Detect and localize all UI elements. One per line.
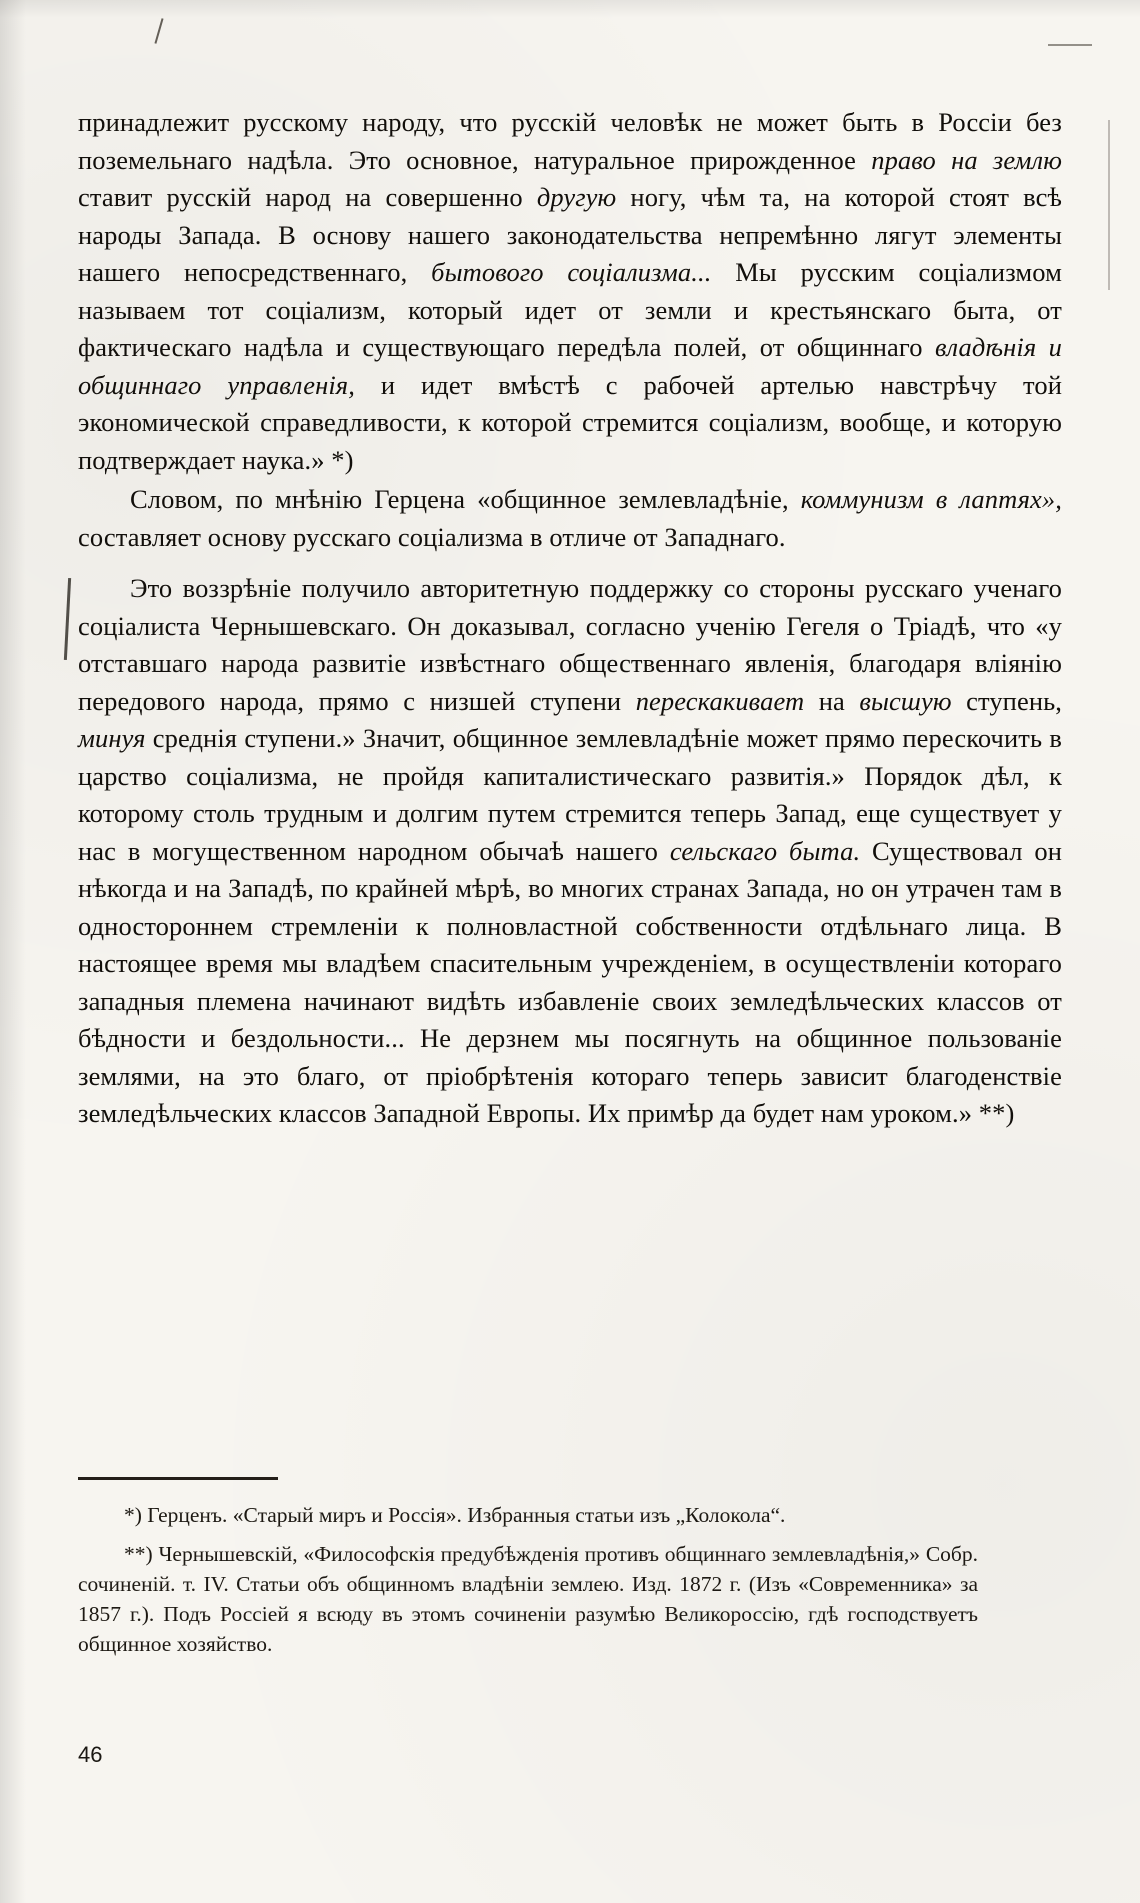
emphasized-text-run: бытового соціализма... bbox=[431, 257, 712, 287]
text-run: Словом, по мнѣнію Герцена «общинное землевладѣніе, bbox=[130, 484, 801, 514]
footnote-2 bbox=[78, 1539, 978, 1659]
footnote-1 bbox=[78, 1500, 978, 1530]
emphasized-text-run: право на землю bbox=[871, 144, 1062, 175]
scan-speck bbox=[980, 1180, 983, 1184]
page-number: 46 bbox=[78, 1742, 103, 1767]
text-run: на bbox=[804, 685, 860, 716]
page-left-shadow bbox=[0, 0, 26, 1903]
emphasized-text-run: другую bbox=[536, 182, 617, 212]
text-run: принадлежит русскому народу, что русскій человѣк не может быть в Россіи без поземельнаго надѣла. Это основное, натуральное прирожденное bbox=[78, 107, 1062, 175]
emphasized-text-run: сельскаго быта. bbox=[669, 835, 861, 866]
paragraph-2 bbox=[78, 481, 1062, 556]
main-text-column bbox=[78, 104, 1062, 1133]
emphasized-text-run: перескакивает bbox=[635, 685, 805, 716]
text-run: среднія ступени.» Значит, общинное землевладѣніе может прямо перескочить в царство соціализма, не пройдя капиталистическаго развитія.» Порядок дѣл, к которому столь трудным и долгим путем стремится теперь Запад, еще существует у нас в могущественном народном обычаѣ нашего bbox=[78, 723, 1062, 866]
footnote-separator-rule bbox=[78, 1477, 278, 1480]
page-right-edge-mark bbox=[1108, 120, 1110, 290]
emphasized-text-run: высшую bbox=[859, 685, 952, 716]
footnotes-block bbox=[78, 1500, 978, 1659]
emphasized-text-run: коммунизм в лаптях», bbox=[800, 484, 1062, 514]
margin-dash-mark bbox=[1048, 44, 1092, 46]
text-run: Существовал он нѣкогда и на Западѣ, по крайней мѣрѣ, во многих странах Запада, но он утрачен там в одностороннем стремленіи к полновластной собственности отдѣльнаго лица. В настоящее время мы владѣем спасительным учрежденіем, в осуществленіи котораго западныя племена начинают видѣть избавленіе своих земледѣльческих классов от бѣдности и бездольности... Не дерзнем мы посягнуть на общинное пользованіе землями, на это благо, от пріобрѣтенія котораго теперь зависит благоденствіе земледѣльческих классов Западной Европы. Их примѣр да будет нам уроком.» **) bbox=[78, 835, 1062, 1128]
margin-pen-mark-top bbox=[154, 18, 163, 44]
paragraph-3 bbox=[78, 570, 1062, 1133]
page-top-shadow bbox=[0, 0, 1140, 18]
text-run: ступень, bbox=[951, 685, 1063, 716]
text-run: ногу, чѣм та, на которой стоят всѣ народы Запада. В основу нашего законодательства непремѣнно лягут элементы нашего непосредственнаго, bbox=[78, 182, 1062, 287]
emphasized-text-run: минуя bbox=[78, 723, 146, 753]
text-run: Мы русским соціализмом называем тот соціализм, который идет от земли и крестьянскаго быта, от фактическаго надѣла и существующаго передѣла полей, от общиннаго bbox=[78, 257, 1062, 362]
margin-bracket-mark bbox=[64, 578, 71, 660]
paragraph-1 bbox=[78, 104, 1062, 479]
text-run: составляет основу русскаго соціализма в отличе от Западнаго. bbox=[78, 521, 786, 552]
text-run: ставит русскій народ на совершенно bbox=[78, 182, 537, 212]
text-run: и идет вмѣстѣ с рабочей артелью навстрѣчу той экономической справедливости, к которой стремится соціализм, вообще, и которую подтверждает наука.» *) bbox=[78, 369, 1062, 475]
text-run: *) Герценъ. «Старый миръ и Россія». Избранныя статьи изъ „Колокола“. bbox=[124, 1503, 786, 1527]
emphasized-text-run: владѣнія и общиннаго управленія, bbox=[78, 332, 1062, 400]
text-run: Это воззрѣніе получило авторитетную поддержку со стороны русскаго ученаго соціалиста Чернышевскаго. Он доказывал, согласно ученію Гегеля о Тріадѣ, что «у отставшаго народа развитіе извѣстнаго общественнаго явленія, благодаря вліянію передового народа, прямо с низшей ступени bbox=[78, 573, 1062, 716]
text-run: **) Чернышевскій, «Философскія предубѣжденія противъ общиннаго землевладѣнія,» Собр. сочиненій. т. IV. Статьи объ общинномъ владѣніи землею. Изд. 1872 г. (Изъ «Современника» за 1857 г.). Подъ Россіей я всюду въ этомъ сочиненіи разумѣю Великороссію, гдѣ господствуетъ общинное хозяйство. bbox=[78, 1542, 978, 1656]
